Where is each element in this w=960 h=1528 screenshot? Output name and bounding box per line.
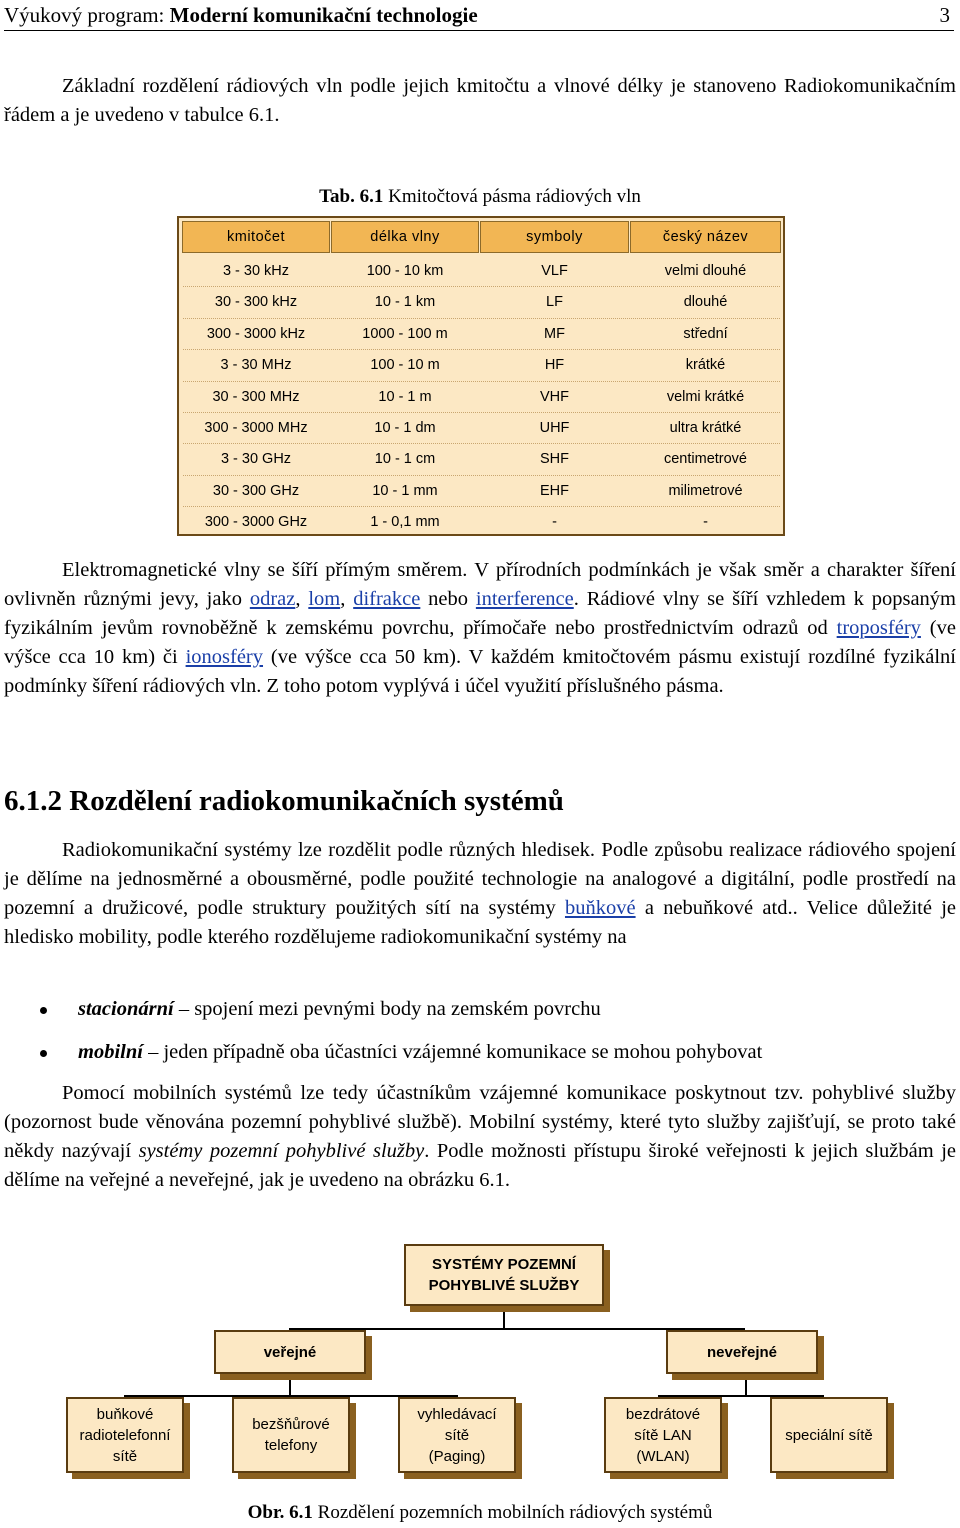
link-ionosfery[interactable]: ionosféry (185, 646, 264, 668)
page-header (4, 2, 954, 31)
root-line: SYSTÉMY POZEMNÍ (432, 1256, 576, 1273)
table-cell: 10 - 1 km (374, 294, 436, 311)
link-bunkove[interactable]: buňkové (564, 897, 636, 919)
table-cell: - (552, 514, 557, 531)
link-troposfery[interactable]: troposféry (836, 617, 921, 639)
table-cell: - (703, 514, 708, 531)
table-cell: VLF (541, 263, 568, 279)
propagation-paragraph (4, 556, 956, 701)
table-cell: 300 - 3000 GHz (204, 514, 308, 531)
header-title: Moderní komunikační technologie (169, 3, 478, 27)
leaf-line: speciální sítě (785, 1426, 873, 1444)
table-cell: 10 - 1 mm (372, 482, 438, 499)
table-cell: EHF (540, 482, 569, 499)
link-lom[interactable]: lom (308, 588, 341, 610)
figure-caption (0, 1502, 960, 1524)
table-cell: UHF (539, 420, 570, 436)
bullet-icon (40, 1050, 47, 1057)
root-line: POHYBLIVÉ SLUŽBY (428, 1277, 580, 1294)
row-divider (183, 286, 780, 287)
text: Pomocí mobilních systémů lze tedy účastníkům vzájemné komunikace poskytnout tzv. pohyblivé služby (pozornost bude věnována pozemní pohyblivé službě). Mobilní systémy, které tyto služby zajišťují, se proto také někdy nazývají (4, 1082, 956, 1162)
table-caption-label: Tab. 6.1 (319, 186, 384, 207)
leaf-line: sítě (112, 1447, 138, 1465)
leaf-line: sítě (444, 1426, 470, 1444)
row-divider (183, 443, 780, 444)
mobile-paragraph (4, 1079, 956, 1195)
table-cell: 300 - 3000 kHz (206, 325, 306, 342)
bullet-term: stacionární (78, 998, 174, 1020)
text: (ve výšce cca 10 km) či (4, 617, 956, 668)
leaf-line: telefony (264, 1437, 318, 1454)
public-label: veřejné (263, 1343, 317, 1361)
text: nebo (420, 588, 476, 610)
link-interference[interactable]: interference (475, 588, 574, 610)
table-cell: střední (683, 325, 728, 342)
table-header-cell: symboly (480, 221, 629, 253)
leaf-line: bezšňůrové (252, 1416, 330, 1433)
table-cell: 10 - 1 m (378, 388, 432, 405)
table-caption-text: Kmitočtová pásma rádiových vln (383, 186, 641, 207)
text: (ve výšce cca 50 km). V každém kmitočtovém pásmu existují rozdílné fyzikální podmínky šíření rádiových vln. Z toho potom vyplývá i účel využití příslušného pásma. (4, 646, 956, 697)
diagram-leaf-box (770, 1397, 888, 1473)
header-prefix: Výukový program: (4, 3, 170, 27)
table-cell: velmi krátké (666, 388, 745, 405)
bullet-text: – jeden případně oba účastníci vzájemné komunikace se mohou pohybovat (142, 1041, 763, 1063)
table-cell: 30 - 300 GHz (212, 482, 300, 499)
table-cell: ultra krátké (669, 420, 742, 436)
table-cell: 10 - 1 dm (374, 420, 436, 436)
table-cell: 300 - 3000 MHz (204, 420, 308, 436)
row-divider (183, 412, 780, 413)
table-header-cell: kmitočet (182, 221, 330, 253)
table-cell: 3 - 30 MHz (220, 357, 292, 374)
table-cell: milimetrové (668, 482, 743, 499)
table-header-cell: český název (630, 221, 781, 253)
table-cell: SHF (540, 451, 569, 468)
diagram-leaf-box (604, 1397, 722, 1473)
frequency-table (177, 216, 785, 536)
link-odraz[interactable]: odraz (249, 588, 296, 610)
leaf-line: (Paging) (428, 1447, 486, 1465)
connector-line (289, 1373, 291, 1395)
text: . Podle možnosti přístupu široké veřejnosti k jejich službám je dělíme na veřejné a neveřejné, jak je uvedeno na obrázku 6.1. (4, 1140, 956, 1191)
intro-text: Základní rozdělení rádiových vln podle jejich kmitočtu a vlnové délky je stanoveno Radiokomunikačním řádem a je uvedeno v tabulce 6.1. (4, 75, 956, 126)
diagram-leaf-box (398, 1397, 516, 1473)
text: a nebuňkové atd.. Velice důležité je hledisko mobility, podle kterého rozdělujeme radiokomunikační systémy na (4, 897, 956, 948)
leaf-line: buňkové (96, 1405, 154, 1423)
link-difrakce[interactable]: difrakce (353, 588, 421, 610)
text: Elektromagnetické vlny se šíří přímým směrem. V přírodních podmínkách je však směr a charakter šíření ovlivněn různými jevy, jako (4, 559, 956, 610)
table-cell: 100 - 10 km (366, 263, 444, 279)
text: , (340, 588, 354, 610)
bullet-icon (40, 1007, 47, 1014)
table-cell: centimetrové (663, 451, 747, 468)
diagram-root-box (404, 1244, 604, 1306)
systems-paragraph (4, 836, 956, 952)
text: . Rádiové vlny se šíří vzhledem k popsaným fyzikálním jevům rovnoběžně k zemskému povrchu, přímočaře nebo prostřednictvím odrazů od (4, 588, 956, 639)
leaf-line: (WLAN) (636, 1447, 690, 1465)
table-cell: velmi dlouhé (664, 263, 747, 279)
table-cell: 3 - 30 kHz (222, 263, 290, 279)
private-label: neveřejné (706, 1343, 778, 1361)
connector-line (745, 1373, 747, 1395)
table-cell: dlouhé (683, 294, 728, 311)
page-number: 3 (939, 3, 950, 27)
table-cell: 10 - 1 cm (374, 451, 436, 468)
leaf-line: sítě LAN (634, 1426, 692, 1444)
table-cell: 1 - 0,1 mm (370, 514, 440, 531)
table-cell: 1000 - 100 m (362, 325, 448, 342)
diagram-leaf-box (232, 1397, 350, 1473)
diagram-private-box (666, 1330, 818, 1374)
diagram-leaf-box (66, 1397, 184, 1473)
table-cell: krátké (685, 357, 726, 374)
row-divider (183, 318, 780, 319)
row-divider (183, 475, 780, 476)
table-cell: MF (544, 325, 565, 342)
leaf-line: vyhledávací (417, 1405, 497, 1423)
table-header-cell: délka vlny (331, 221, 479, 253)
table-cell: 30 - 300 MHz (212, 388, 300, 405)
connector-line (503, 1306, 505, 1328)
table-caption (0, 186, 960, 208)
leaf-line: bezdrátové (625, 1405, 701, 1423)
diagram-public-box (214, 1330, 366, 1374)
table-cell: LF (546, 294, 563, 311)
table-cell: 100 - 10 m (370, 357, 440, 374)
row-divider (183, 349, 780, 350)
intro-paragraph (4, 72, 956, 130)
text: , (295, 588, 309, 610)
table-cell: 3 - 30 GHz (220, 451, 292, 468)
row-divider (183, 506, 780, 507)
table-cell: VHF (540, 388, 569, 405)
row-divider (183, 381, 780, 382)
section-title: 6.1.2 Rozdělení radiokomunikačních systémů (4, 785, 564, 817)
figure-caption-label: Obr. 6.1 (247, 1502, 313, 1523)
figure-caption-text: Rozdělení pozemních mobilních rádiových systémů (312, 1502, 713, 1523)
table-cell: HF (544, 357, 565, 374)
emphasis: systémy pozemní pohyblivé služby (138, 1140, 425, 1162)
leaf-line: radiotelefonní (79, 1426, 171, 1444)
text: Radiokomunikační systémy lze rozdělit podle různých hledisek. Podle způsobu realizace rádiového spojení je dělíme na jednosměrné a obousměrné, podle použité technologie na analogové a digitální, podle prostředí na pozemní a družicové, podle struktury použitých sítí na systémy (4, 839, 956, 919)
bullet-text: – spojení mezi pevnými body na zemském povrchu (173, 998, 601, 1020)
bullet-term: mobilní (78, 1041, 143, 1063)
table-cell: 30 - 300 kHz (214, 294, 298, 311)
